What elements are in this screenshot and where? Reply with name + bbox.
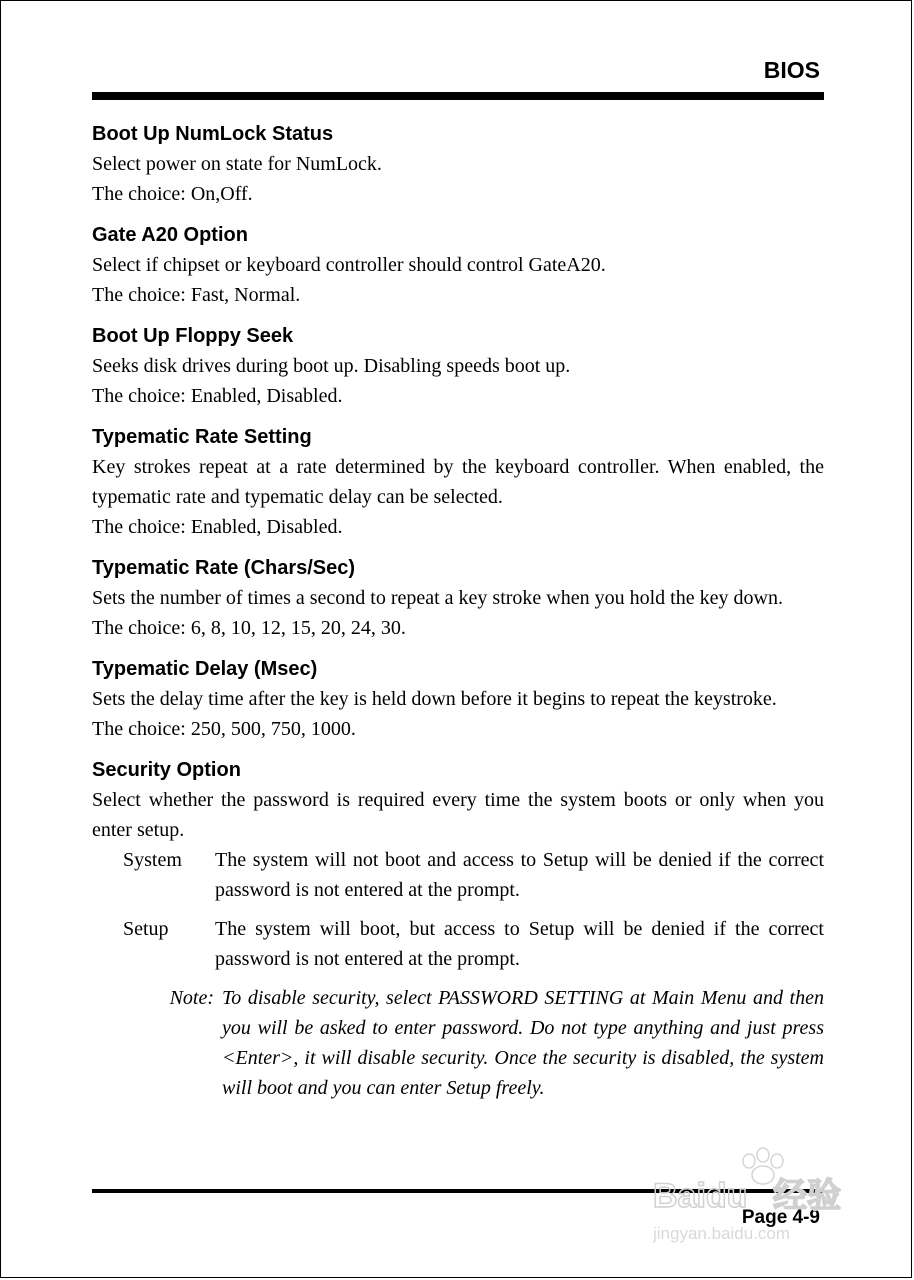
option-name: Setup: [123, 918, 169, 940]
watermark-cn: 经验: [773, 1177, 841, 1215]
section-security-option: [92, 757, 824, 1103]
option-spacer: [92, 905, 824, 914]
section-choice: The choice: 6, 8, 10, 12, 15, 20, 24, 30.: [92, 617, 406, 639]
option-description: The system will boot, but access to Setup will be denied if the correct password is not entered at the prompt.: [215, 918, 824, 970]
option-name: System: [123, 849, 182, 871]
section-line: Sets the number of times a second to repeat a key stroke when you hold the key down.: [92, 587, 783, 609]
section-heading: Gate A20 Option: [92, 224, 248, 246]
section-heading: Typematic Delay (Msec): [92, 658, 318, 680]
section-choice: The choice: Enabled, Disabled.: [92, 385, 343, 407]
baidu-jingyan-watermark: [649, 1141, 859, 1251]
section-line: Sets the delay time after the key is held down before it begins to repeat the keystroke.: [92, 688, 777, 710]
section-choice: The choice: 250, 500, 750, 1000.: [92, 718, 356, 740]
page-content: [92, 121, 824, 1116]
page-number: Page 4-9: [741, 1207, 820, 1228]
security-note: [92, 983, 824, 1103]
section-typematic-rate-chars-sec: [92, 555, 824, 643]
section-typematic-delay-msec: [92, 656, 824, 744]
security-option-row-system: [92, 845, 824, 905]
section-line: Seeks disk drives during boot up. Disabling speeds boot up.: [92, 355, 571, 377]
section-heading: Boot Up NumLock Status: [92, 123, 334, 145]
note-text: To disable security, select PASSWORD SETTING at Main Menu and then you will be asked to enter password. Do not type anything and just press <Enter>, it will disable security. Once the security is disabled, the system will boot and you can enter Setup freely.: [222, 987, 824, 1099]
section-typematic-rate-setting: [92, 424, 824, 542]
section-choice: The choice: Fast, Normal.: [92, 284, 301, 306]
option-description: The system will not boot and access to Setup will be denied if the correct password is not entered at the prompt.: [215, 849, 824, 901]
section-gate-a20-option: [92, 222, 824, 310]
section-heading: Typematic Rate (Chars/Sec): [92, 557, 356, 579]
section-heading: Typematic Rate Setting: [92, 426, 312, 448]
security-option-row-setup: [92, 914, 824, 974]
note-label: Note:: [169, 987, 214, 1009]
section-choice: The choice: Enabled, Disabled.: [92, 516, 343, 538]
section-choice: The choice: On,Off.: [92, 183, 253, 205]
section-line: Select whether the password is required every time the system boots or only when you enter setup.: [92, 789, 824, 841]
watermark-url: jingyan.baidu.com: [653, 1224, 791, 1243]
section-line: Select power on state for NumLock.: [92, 153, 382, 175]
section-boot-up-floppy-seek: [92, 323, 824, 411]
page-header-title: BIOS: [763, 57, 820, 83]
section-line: Key strokes repeat at a rate determined by the keyboard controller. When enabled, the typematic rate and typematic delay can be selected.: [92, 456, 824, 508]
section-boot-up-numlock-status: [92, 121, 824, 209]
section-line: Select if chipset or keyboard controller should control GateA20.: [92, 254, 606, 276]
watermark-brand: Baidu: [653, 1177, 748, 1215]
header-rule: [92, 92, 824, 100]
section-heading: Security Option: [92, 759, 241, 781]
section-heading: Boot Up Floppy Seek: [92, 325, 294, 347]
